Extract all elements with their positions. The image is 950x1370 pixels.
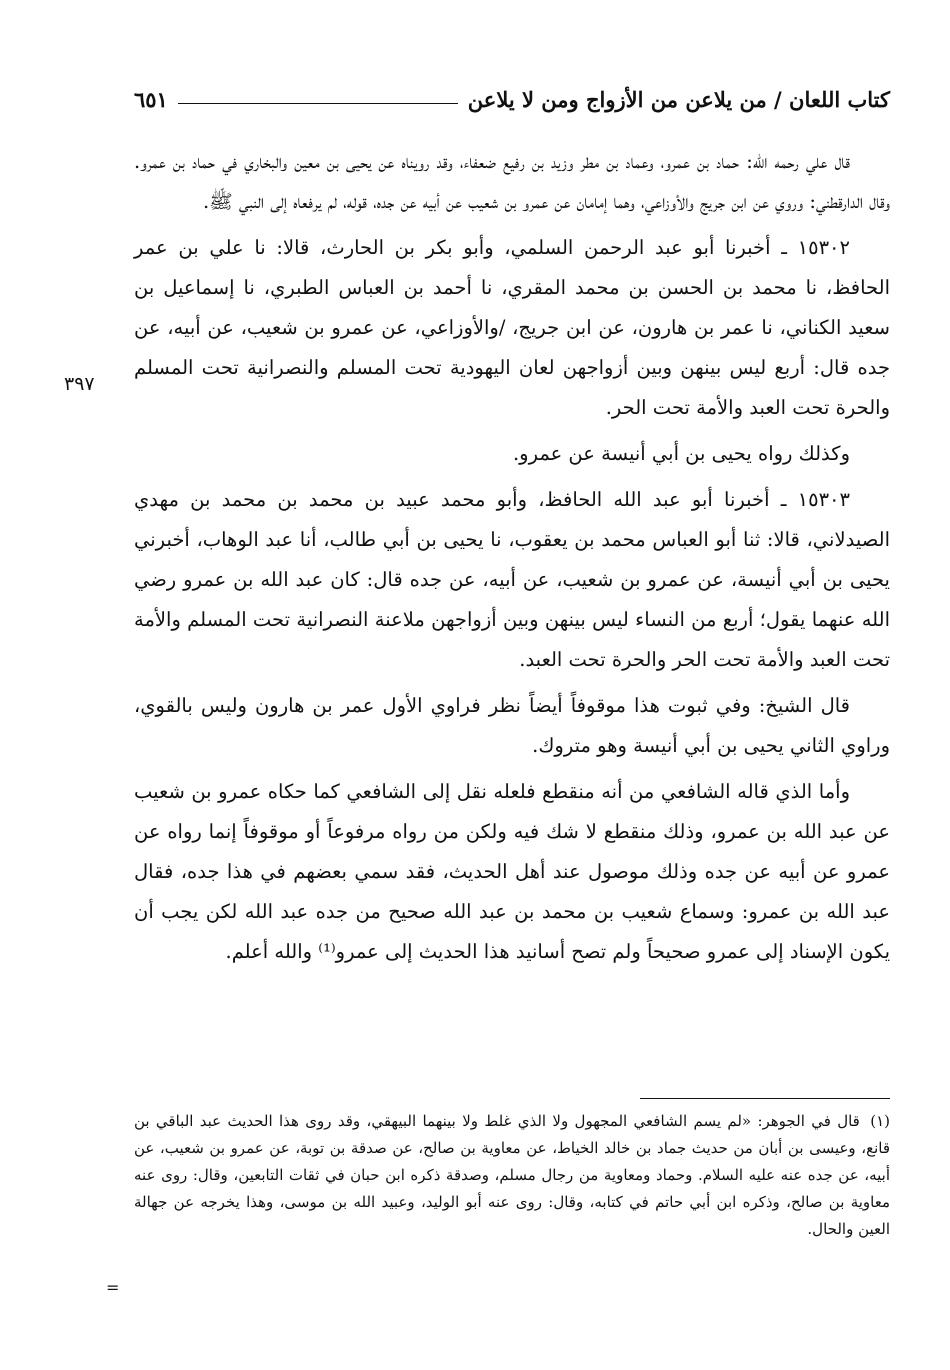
continuation-mark: = [106,1278,120,1297]
paragraph: قال علي رحمه الله: حماد بن عمرو، وعماد بن مطر وزيد بن رفيع ضعفاء، وقد رويناه عن يحيى بن معين والبخاري في حماد بن عمرو. وقال الدارقطني: وروي عن ابن جريج والأوزاعي، وهما إمامان عن عمرو بن شعيب عن أبيه عن جده، قوله، لم يرفعاه إلى النبي ﷺ. [134,150,890,213]
paragraph: ١٥٣٠٢ ـ أخبرنا أبو عبد الرحمن السلمي، وأبو بكر بن الحارث، قالا: نا علي بن عمر الحافظ، نا محمد بن الحسن بن محمد المقري، نا أحمد بن العباس الطبري، نا إسماعيل بن سعيد الكناني، نا عمر بن هارون، عن ابن جريج، /والأوزاعي، عن عمرو بن شعيب، عن أبيه، عن جده قال: أربع ليس بينهن وبين أزواجهن لعان اليهودية تحت المسلم والنصرانية تحت المسلم والحرة تحت العبد والأمة تحت الحر. [134,236,890,419]
header-rule [178,103,458,104]
paragraph: وأما الذي قاله الشافعي من أنه منقطع فلعله نقل إلى الشافعي كما حكاه عمرو بن شعيب عن عبد الله بن عمرو، وذلك منقطع لا شك فيه ولكن من رواه مرفوعاً أو موقوفاً إنما رواه عن عمرو عن أبيه عن جده وذلك موصول عند أهل الحديث، فقد سمي بعضهم في هذا جده، فقال عبد الله بن عمرو: وسماع شعيب بن محمد بن عبد الله صحيح من جده عبد الله لكن يجب أن يكون الإسناد إلى عمرو صحيحاً ولم تصح أسانيد هذا الحديث إلى عمرو⁽¹⁾ والله أعلم. [134,780,890,963]
footnote-body [134,1108,890,1243]
paragraph: ١٥٣٠٣ ـ أخبرنا أبو عبد الله الحافظ، وأبو محمد عبيد بن محمد بن محمد بن مهدي الصيدلاني، قالا: ثنا أبو العباس محمد بن يعقوب، نا يحيى بن أبي طالب، أنا عبد الوهاب، أخبرني يحيى بن أبي أنيسة، عن عمرو بن شعيب، عن أبيه، عن جده قال: كان عبد الله بن عمرو رضي الله عنهما يقول؛ أربع من النساء ليس بينهن وبين أزواجهن ملاعنة النصرانية تحت المسلم والأمة تحت العبد والأمة تحت الحر والحرة تحت العبد. [134,488,890,671]
paragraph: قال الشيخ: وفي ثبوت هذا موقوفاً أيضاً نظر فراوي الأول عمر بن هارون وليس بالقوي، وراوي الثاني يحيى بن أبي أنيسة وهو متروك. [134,694,890,757]
footnote-label: (١) [870,1112,890,1130]
footnote [134,1108,890,1243]
page-number: ٦٥١ [134,86,168,112]
footnote-separator [640,1098,890,1099]
paragraph: وكذلك رواه يحيى بن أبي أنيسة عن عمرو. [512,442,850,465]
book-chapter-title: كتاب اللعان / من يلاعن من الأزواج ومن لا يلاعن [467,86,890,112]
running-header [134,82,890,116]
margin-page-reference: ٣٩٧ [64,373,95,395]
footnote-text: قال في الجوهر: «لم يسم الشافعي المجهول ولا الذي غلط ولا بينهما البيهقي، وقد روى هذا الحديث عبد الباقي بن قانع، وعيسى بن أبان من حديث جماد بن خالد الخياط، عن معاوية بن صالح، عن صدقة بن توبة، عن عمرو بن شعيب، عن أبيه، عن جده عنه عليه السلام. وحماد ومعاوية من رجال مسلم، وصدقة ذكره ابن حبان في ثقات التابعين، وقال: روى عنه معاوية بن صالح، وذكره ابن أبي حاتم في كتابه، وقال: روى عنه أبو الوليد، وعبيد الله بن موسى، وهذا يخرجه عن جهالة العين والحال. [134,1112,890,1238]
main-text [134,142,890,978]
